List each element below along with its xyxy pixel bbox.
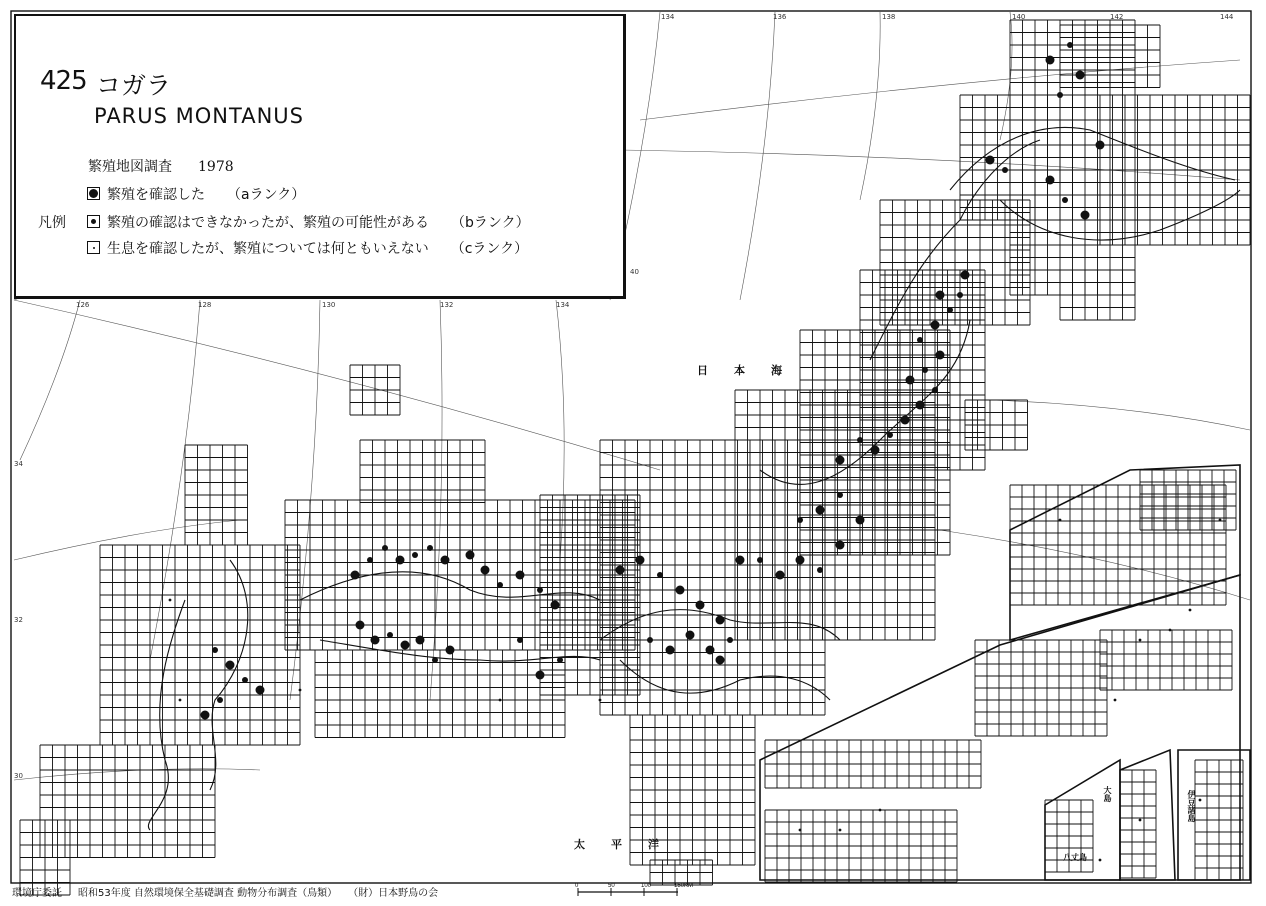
dot-rank-c bbox=[179, 699, 182, 702]
dot-rank-a bbox=[836, 541, 845, 550]
lon-136: 136 bbox=[773, 13, 787, 21]
dot-rank-a bbox=[446, 646, 455, 655]
dot-rank-a bbox=[536, 671, 545, 680]
dot-rank-b bbox=[427, 545, 433, 551]
lon-138: 138 bbox=[882, 13, 896, 21]
grid-hokkaido-north bbox=[1060, 25, 1160, 88]
dot-rank-b bbox=[497, 582, 503, 588]
dot-rank-a bbox=[371, 636, 380, 645]
lat-32: 32 bbox=[14, 616, 23, 624]
graticule-line bbox=[14, 300, 660, 470]
dot-rank-a bbox=[776, 571, 785, 580]
dot-rank-b bbox=[932, 387, 938, 393]
dot-rank-b bbox=[1062, 197, 1068, 203]
graticule-line bbox=[860, 12, 880, 200]
dot-rank-c bbox=[299, 689, 302, 692]
dot-rank-a bbox=[706, 646, 715, 655]
survey-name: 繁殖地図調査 bbox=[88, 159, 172, 175]
dot-rank-c bbox=[1139, 639, 1142, 642]
dot-rank-b bbox=[947, 307, 953, 313]
dot-rank-a bbox=[636, 556, 645, 565]
dot-rank-a bbox=[616, 566, 625, 575]
dot-rank-b bbox=[367, 557, 373, 563]
dot-rank-b bbox=[387, 632, 393, 638]
dot-rank-a bbox=[351, 571, 360, 580]
dot-rank-b bbox=[657, 572, 663, 578]
lat-40: 40 bbox=[630, 268, 639, 276]
dot-rank-c bbox=[1059, 519, 1062, 522]
graticule-line bbox=[740, 12, 775, 300]
grid-inset-nansei bbox=[1010, 485, 1226, 605]
lon-134-top: 134 bbox=[661, 13, 675, 21]
dot-rank-a bbox=[401, 641, 410, 650]
legend-panel bbox=[14, 14, 626, 299]
dot-rank-a bbox=[466, 551, 475, 560]
small-dot-icon bbox=[87, 241, 100, 254]
grid-kyushu-north bbox=[185, 445, 248, 545]
label-japan-sea: 日本海 bbox=[697, 364, 808, 377]
dot-rank-c bbox=[1139, 819, 1142, 822]
graticule-line bbox=[20, 300, 80, 460]
dot-rank-b bbox=[432, 657, 438, 663]
graticule-line bbox=[990, 400, 1250, 430]
dot-rank-b bbox=[922, 367, 928, 373]
grid-inset-ryukyu bbox=[975, 640, 1107, 736]
dot-rank-c bbox=[1099, 859, 1102, 862]
inset-frame bbox=[1010, 465, 1240, 640]
dot-rank-a bbox=[906, 376, 915, 385]
footer-credit bbox=[12, 884, 454, 899]
legend-item-b: 繁殖の確認はできなかったが、繁殖の可能性がある （bランク） bbox=[87, 212, 530, 232]
grid-inset-ryukyu-east bbox=[1100, 630, 1232, 690]
dot-rank-c bbox=[879, 809, 882, 812]
dot-rank-b bbox=[727, 637, 733, 643]
lon-140: 140 bbox=[1012, 13, 1026, 21]
medium-dot-icon bbox=[87, 215, 100, 228]
species-name-latin: PARUS MONTANUS bbox=[94, 104, 304, 128]
dot-rank-b bbox=[557, 657, 563, 663]
grid-hokkaido-south bbox=[1060, 270, 1135, 320]
legend-item-a: 繁殖を確認した （aランク） bbox=[87, 184, 305, 204]
dot-rank-a bbox=[936, 291, 945, 300]
survey-year: 1978 bbox=[198, 159, 234, 175]
dot-rank-a bbox=[916, 401, 925, 410]
lon-130: 130 bbox=[322, 301, 336, 309]
dot-rank-b bbox=[382, 545, 388, 551]
dot-rank-c bbox=[599, 699, 602, 702]
coast-line bbox=[210, 560, 248, 790]
inset-label-izu: 伊豆諸島 bbox=[1187, 790, 1196, 822]
graticule-line bbox=[14, 520, 240, 560]
dot-rank-b bbox=[837, 492, 843, 498]
legend-heading: 凡例 bbox=[38, 215, 66, 231]
graticule-line bbox=[940, 530, 1250, 600]
graticule-line bbox=[620, 150, 1240, 180]
scale-tick-label: 100 bbox=[641, 883, 652, 889]
dot-rank-a bbox=[931, 321, 940, 330]
grid-kyushu bbox=[100, 545, 300, 745]
dot-rank-b bbox=[957, 292, 963, 298]
coast-line bbox=[300, 572, 600, 600]
grid-shikoku bbox=[315, 650, 565, 738]
dot-rank-a bbox=[481, 566, 490, 575]
dot-rank-b bbox=[212, 647, 218, 653]
species-number: 425 bbox=[40, 66, 87, 96]
dot-rank-a bbox=[1081, 211, 1090, 220]
dot-rank-b bbox=[242, 677, 248, 683]
dot-rank-c bbox=[1219, 519, 1222, 522]
dot-rank-c bbox=[169, 599, 172, 602]
grid-kanto bbox=[735, 390, 935, 640]
footer-survey: 昭和53年度 自然環境保全基礎調査 動物分布調査（鳥類） bbox=[78, 888, 338, 899]
dot-rank-a bbox=[936, 351, 945, 360]
scale-bar bbox=[575, 883, 693, 896]
coast-line bbox=[148, 600, 185, 830]
lon-132: 132 bbox=[440, 301, 454, 309]
legend-item-c: 生息を確認したが、繁殖については何ともいえない （cランク） bbox=[87, 238, 528, 258]
dot-rank-c bbox=[1199, 799, 1202, 802]
dot-rank-c bbox=[1189, 609, 1192, 612]
grid-oki bbox=[350, 365, 400, 415]
lon-144: 144 bbox=[1220, 13, 1234, 21]
dot-rank-a bbox=[901, 416, 910, 425]
lon-126: 126 bbox=[76, 301, 90, 309]
dot-rank-b bbox=[647, 637, 653, 643]
lat-34: 34 bbox=[14, 460, 23, 468]
grid-inset-ogasawara-2 bbox=[765, 810, 957, 882]
dot-rank-a bbox=[201, 711, 210, 720]
inset-label-oshima: 大島 bbox=[1103, 786, 1112, 802]
dot-rank-b bbox=[857, 437, 863, 443]
dot-rank-a bbox=[516, 571, 525, 580]
dot-rank-a bbox=[226, 661, 235, 670]
dot-rank-c bbox=[1169, 629, 1172, 632]
coast-line bbox=[600, 610, 840, 640]
label-pacific: 太平洋 bbox=[574, 838, 685, 851]
dot-rank-a bbox=[716, 656, 725, 665]
dot-rank-a bbox=[986, 156, 995, 165]
scale-tick-label: 150KM bbox=[674, 883, 694, 889]
dot-rank-a bbox=[396, 556, 405, 565]
species-name-jp: コガラ bbox=[96, 71, 172, 100]
dot-rank-a bbox=[1076, 71, 1085, 80]
dot-rank-a bbox=[871, 446, 880, 455]
dot-rank-a bbox=[716, 616, 725, 625]
dot-rank-a bbox=[1046, 176, 1055, 185]
dot-rank-c bbox=[839, 829, 842, 832]
inset-label-hachijo: 八丈島 bbox=[1063, 853, 1087, 862]
dot-rank-a bbox=[356, 621, 365, 630]
scale-tick-label: 0 bbox=[575, 883, 579, 889]
grid-inset-ogasawara bbox=[765, 740, 981, 788]
grid-chugoku-north bbox=[360, 440, 485, 503]
dot-rank-b bbox=[217, 697, 223, 703]
grid-tohoku-north bbox=[880, 200, 1030, 325]
dot-rank-a bbox=[816, 506, 825, 515]
inset-frame bbox=[1120, 750, 1175, 880]
dot-rank-b bbox=[517, 637, 523, 643]
dot-rank-a bbox=[551, 601, 560, 610]
dot-rank-a bbox=[961, 271, 970, 280]
lon-134: 134 bbox=[556, 301, 570, 309]
dot-rank-b bbox=[817, 567, 823, 573]
dot-rank-b bbox=[887, 432, 893, 438]
dot-rank-c bbox=[1114, 699, 1117, 702]
dot-rank-a bbox=[736, 556, 745, 565]
dot-rank-b bbox=[537, 587, 543, 593]
dot-rank-b bbox=[1067, 42, 1073, 48]
dot-rank-b bbox=[1002, 167, 1008, 173]
large-dot-icon bbox=[87, 187, 100, 200]
dot-rank-a bbox=[1046, 56, 1055, 65]
dot-rank-a bbox=[416, 636, 425, 645]
dot-rank-a bbox=[686, 631, 695, 640]
scale-tick-label: 50 bbox=[608, 883, 615, 889]
footer-org: （財）日本野鳥の会 bbox=[353, 888, 439, 899]
survey-title bbox=[88, 156, 234, 176]
dot-rank-c bbox=[799, 829, 802, 832]
dot-rank-b bbox=[917, 337, 923, 343]
grid-inset-izu bbox=[1195, 760, 1243, 880]
grid-kii-tail bbox=[650, 860, 713, 885]
dot-rank-a bbox=[696, 601, 705, 610]
lon-142: 142 bbox=[1110, 13, 1124, 21]
dot-rank-a bbox=[256, 686, 265, 695]
lat-30: 30 bbox=[14, 772, 23, 780]
dot-rank-a bbox=[441, 556, 450, 565]
footer-commissioner: 環境庁委託 bbox=[12, 888, 62, 899]
grid-kyushu-south bbox=[40, 745, 215, 858]
lon-128: 128 bbox=[198, 301, 212, 309]
dot-rank-a bbox=[836, 456, 845, 465]
dot-rank-b bbox=[797, 517, 803, 523]
grid-inset-oshima bbox=[1120, 770, 1156, 878]
dot-rank-b bbox=[412, 552, 418, 558]
dot-rank-b bbox=[757, 557, 763, 563]
dot-rank-a bbox=[676, 586, 685, 595]
dot-rank-c bbox=[499, 699, 502, 702]
dot-rank-a bbox=[856, 516, 865, 525]
dot-rank-a bbox=[796, 556, 805, 565]
dot-rank-a bbox=[1096, 141, 1105, 150]
dot-rank-a bbox=[666, 646, 675, 655]
dot-rank-b bbox=[1057, 92, 1063, 98]
